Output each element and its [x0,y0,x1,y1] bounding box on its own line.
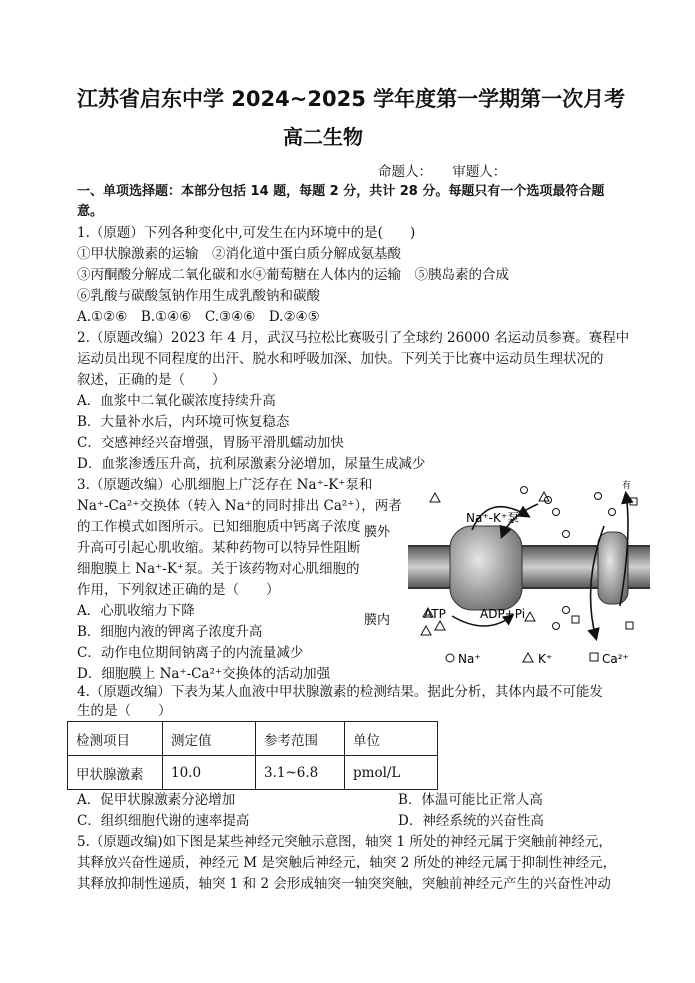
thyroid-result-table [67,721,438,790]
subject-title: 高二生物 [283,125,363,149]
table-cell: 甲状腺激素 [68,756,163,790]
k-ion [525,612,535,621]
na-k-pump-protein [450,526,522,610]
na-ca-exchanger-protein [598,532,628,604]
q5-stem: 其释放抑制性递质，轴突 1 和 2 会形成轴突一轴突突触，突触前神经元产生的兴奋性冲动 [77,876,611,892]
table-cell: pmol/L [345,756,438,790]
q3-stem: 的工作模式如图所示。已知细胞质中钙离子浓度 [77,519,361,535]
table-header: 参考范围 [256,722,345,756]
q1-stem: 1.（原题）下列各种变化中,可发生在内环境中的是( ) [77,225,416,241]
section-heading: 一、单项选择题：本部分包括 14 题，每题 2 分，共计 28 分。每题只有一个选项最符合题 [77,184,605,199]
corner-fragment: 有 [622,481,632,491]
q3-stem: 细胞膜上 Na⁺-K⁺泵。关于该药物对心肌细胞的 [77,561,360,577]
na-ion [521,487,528,494]
q4-option-d: D．神经系统的兴奋性高 [398,813,544,829]
k-ion [435,621,445,630]
table-header-row [68,722,438,756]
k-ion [430,493,440,502]
atp-label: ATP [424,607,446,621]
q5-stem: 5.（原题改编)如下图是某些神经元突触示意图，轴突 1 所处的神经元属于突触前神经元， [77,834,612,850]
membrane-transport-figure [360,476,650,666]
q4-option-c: C．组织细胞代谢的速率提高 [77,813,250,829]
q3-option-b: B．细胞内液的钾离子浓度升高 [77,624,263,640]
q4-stem: 4.（原题改编）下表为某人血液中甲状腺激素的检测结果。据此分析，其体内最不可能发 [77,684,603,700]
ca-ion [630,498,637,505]
q4-stem: 生的是（ ） [77,703,172,719]
q1-item: ⑥乳酸与碳酸氢钠作用生成乳酸钠和碳酸 [77,288,320,304]
pump-label: Na⁺-K⁺泵 [466,511,520,525]
q3-stem: 升高可引起心肌收缩。某种药物可以特异性阻断 [77,540,361,556]
adp-label: ADP+Pi [480,607,526,621]
ca-ion [572,616,579,623]
q3-stem: Na⁺-Ca²⁺交换体（转入 Na⁺的同时排出 Ca²⁺），两者 [77,498,402,514]
section-heading-cont: 意。 [77,204,104,219]
exam-title: 江苏省启东中学 2024~2025 学年度第一学期第一次月考 [77,87,626,111]
q2-option-a: A．血浆中二氧化碳浓度持续升高 [77,393,276,409]
q4-option-a: A．促甲状腺激素分泌增加 [77,792,236,808]
table-header: 测定值 [163,722,256,756]
na-ion [563,607,570,614]
q5-stem: 其释放兴奋性递质，神经元 M 是突触后神经元，轴突 2 所处的神经元属于抑制性神经元， [77,855,617,871]
q2-stem: 2.（原题改编）2023 年 4 月，武汉马拉松比赛吸引了全球约 26000 名运动员参赛。赛程中 [77,330,630,346]
q3-option-c: C．动作电位期间钠离子的内流量减少 [77,645,304,661]
outside-label: 膜外 [364,525,391,540]
na-ion [553,509,560,516]
q2-option-d: D．血浆渗透压升高，抗利尿激素分泌增加，尿量生成减少 [77,456,426,472]
na-ion [563,531,570,538]
q3-option-d: D．细胞膜上 Na⁺-Ca²⁺交换体的活动加强 [77,666,331,682]
q2-option-b: B．大量补水后，内环境可恢复稳态 [77,414,290,430]
legend-k-label: K⁺ [538,652,553,666]
k-ion [421,626,431,635]
q1-item: ③丙酮酸分解成二氧化碳和水④葡萄糖在人体内的运输 ⑤胰岛素的合成 [77,267,509,283]
q1-item: ①甲状腺激素的运输 ②消化道中蛋白质分解成氨基酸 [77,246,401,262]
na-ion [609,509,616,516]
table-row [68,756,438,790]
table-header: 检测项目 [68,722,163,756]
legend-ca-symbol [590,653,598,661]
q1-options: A.①②⑥ B.①④⑥ C.③④⑥ D.②④⑤ [77,309,320,325]
ca-ion [626,622,633,629]
na-ion [595,493,602,500]
table-cell: 3.1~6.8 [256,756,345,790]
q3-stem: 作用，下列叙述正确的是（ ） [77,582,280,598]
q2-option-c: C．交感神经兴奋增强，胃肠平滑肌蠕动加快 [77,435,344,451]
q2-stem: 运动员出现不同程度的出汗、脱水和呼吸加深、加快。下列关于比赛中运动员生理状况的 [77,351,604,367]
legend-ca-label: Ca²⁺ [602,652,629,666]
q3-option-a: A．心肌收缩力下降 [77,603,195,619]
table-header: 单位 [345,722,438,756]
na-ion [553,623,560,630]
q3-stem: 3.（原题改编）心肌细胞上广泛存在 Na⁺-K⁺泵和 [77,477,373,493]
inside-label: 膜内 [364,613,391,628]
q2-stem: 叙述，正确的是（ ） [77,372,226,388]
q4-option-b: B．体温可能比正常人高 [398,792,543,808]
legend-k-symbol [523,653,533,662]
legend-na-symbol [446,654,454,662]
table-cell: 10.0 [163,756,256,790]
legend-na-label: Na⁺ [458,652,481,666]
authors-line: 命题人： 审题人： [378,164,507,180]
